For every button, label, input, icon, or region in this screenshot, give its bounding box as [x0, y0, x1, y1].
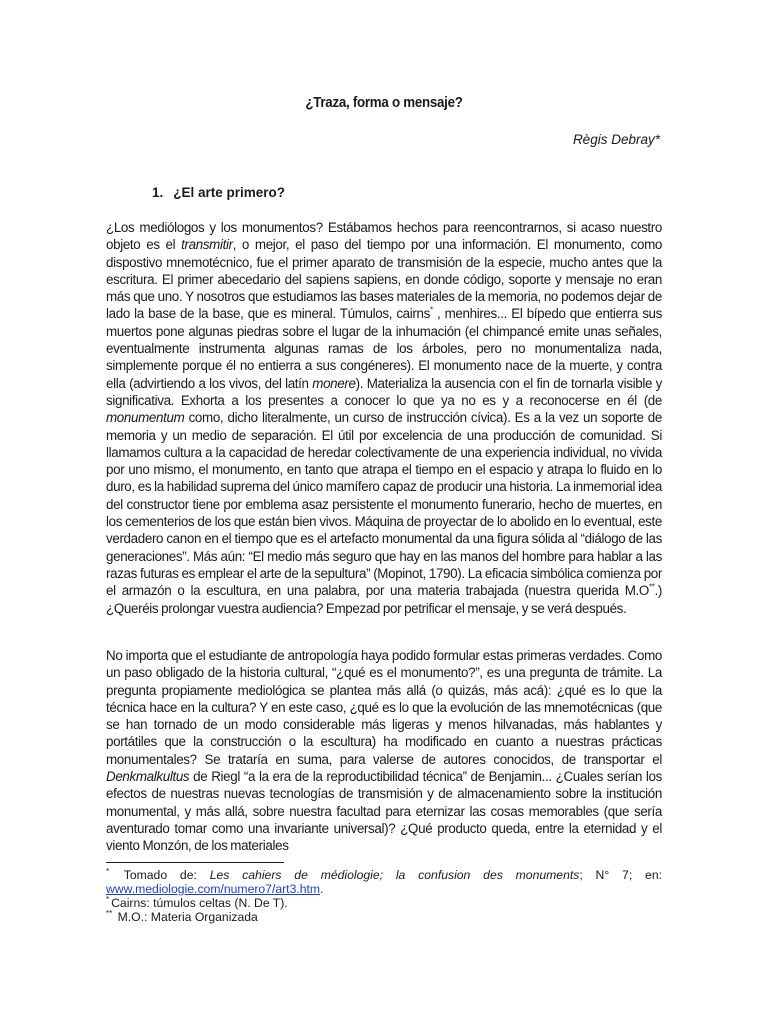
paragraph-2-text: de Riegl “a la era de la reproductibilidad técnica” de Benjamin... ¿Cuales serían los efectos de nuestras nuevas tecnologías de transmisión y de almacenamiento sobre la institución monumental, y más allá, sobre nuestra facultad para eternizar las cosas memorables (que sería aventurado tomar como una invariante universal)? ¿Qué producto queda, entre la eternidad y el viento Monzón, de los materiales	[106, 769, 662, 854]
paragraph-1	[106, 219, 662, 617]
footnote-italic: Les cahiers de médiologie; la confusion des monuments	[209, 868, 580, 882]
footnotes	[106, 868, 662, 924]
author-footnote-mark: *	[654, 132, 660, 147]
author-name: Règis Debray	[572, 132, 655, 147]
section-heading	[152, 185, 285, 200]
footnote-text: .	[320, 882, 324, 896]
footnote-text: M.O.: Materia Organizada	[114, 910, 258, 924]
paragraph-1-text: ). Materializa la ausencia con el fin de tornarla visible y significativa. Exhorta a los presentes a conocer lo que ya no es y a reconocerse en él (de	[106, 375, 663, 408]
paragraph-1-italic: monere	[312, 375, 356, 391]
author-line	[573, 132, 660, 147]
footnote-text: ; N° 7; en:	[579, 868, 662, 882]
paragraph-2-text: No importa que el estudiante de antropología haya podido formular estas primeras verdades. Como un paso obligado de la historia cultural, “¿qué es el monumento?”, es una pregunta de trámite. La pregunta propiamente mediológica se plantea más allá (o quizás, más acá): ¿qué es lo que la técnica hace en la cultura? Y en este caso, ¿qué es lo que la evolución de las mnemotécnicas (que se han tornado de un modo considerable más ligeras y menos hilvanadas, más hablantes y portátiles que la construcción o la escultura) ha modificado en cuanto a nuestras prácticas monumentales? Se trataría en suma, para valerse de autores conocidos, de transportar el	[106, 648, 662, 767]
paragraph-1-text: , menhires... El bípedo que entierra sus muertos pone algunas piedras sobre el lugar de la inhumación (el chimpancé emite unas señales, eventualmente instrumenta algunas ramas de los árboles, pero no monumentaliza nada, simplemente porque él no entierra a sus congéneres). El monumento nace de la muerte, y contra ella (advirtiendo a los vivos, del latín	[106, 306, 663, 391]
footnote-mark: *	[106, 894, 110, 904]
paragraph-1-italic: monumentum	[106, 410, 185, 426]
paragraph-2	[106, 647, 662, 855]
footnote-ref: **	[648, 582, 655, 592]
footnote-3	[106, 910, 662, 924]
paragraph-1-text: como, dicho literalmente, un curso de instrucción cívica). Es a la vez un soporte de memoria y un medio de separación. El útil por excelencia de una producción de comunidad. Si llamamos cultura a la capacidad de heredar colectivamente de una experiencia individual, no vivida por uno mismo, el monumento, en tanto que atrapa el tiempo en el espacio y atrapa lo fluido en lo duro, es la habilidad suprema del único mamífero capaz de producir una historia. La inmemorial idea del constructor tiene por emblema asaz persistente el monumento funerario, hecho de muertes, en los cementerios de los que están bien vivos. Máquina de proyectar de lo abolido en lo eventual, este verdadero canon en el tiempo que es el artefacto monumental da una figura sólida al “diálogo de las generaciones”. Más aún: “El medio más seguro que hay en las manos del hombre para hablar a las razas futuras es emplear el arte de la sepultura” (Mopinot, 1790). La eficacia simbólica comienza por el armazón o la escultura, en una palabra, por una materia trabajada (nuestra querida M.O	[106, 410, 662, 599]
footnote-1	[106, 868, 662, 896]
footnote-ref: *	[429, 306, 433, 316]
footnote-text: Cairns: túmulos celtas (N. De T).	[111, 896, 288, 910]
document-title: ¿Traza, forma o mensaje?	[305, 95, 463, 111]
section-title: ¿El arte primero?	[173, 185, 286, 200]
footnote-text: Tomado de:	[111, 868, 210, 882]
section-number: 1.	[152, 185, 164, 200]
paragraph-2-italic: Denkmalkultus	[106, 769, 190, 785]
paragraph-1-text: .) ¿Queréis prolongar vuestra audiencia? Empezad por petrificar el mensaje, y se verá después.	[106, 583, 662, 616]
footnote-mark: *	[106, 866, 110, 876]
paragraph-1-text: ¿Los mediólogos y los monumentos? Estábamos hechos para reencontrarnos, si acaso nuestro objeto es el	[106, 220, 662, 253]
footnote-2	[106, 896, 662, 910]
paragraph-1-text: , o mejor, el paso del tiempo por una información. El monumento, como dispostivo mnemotécnico, fue el primer aparato de transmisión de la especie, mucho antes que la escritura. El primer abecedario del sapiens sapiens, en donde código, soporte y mensaje no eran más que uno. Y nosotros que estudiamos las bases materiales de la memoria, no podemos dejar de lado la base de la base, que es mineral. Túmulos, cairns	[106, 237, 662, 322]
footnote-separator	[106, 862, 284, 863]
paragraph-1-italic: transmitir	[181, 237, 233, 253]
footnote-link[interactable]: www.mediologie.com/numero7/art3.htm	[106, 882, 321, 896]
footnote-mark: **	[106, 908, 113, 918]
